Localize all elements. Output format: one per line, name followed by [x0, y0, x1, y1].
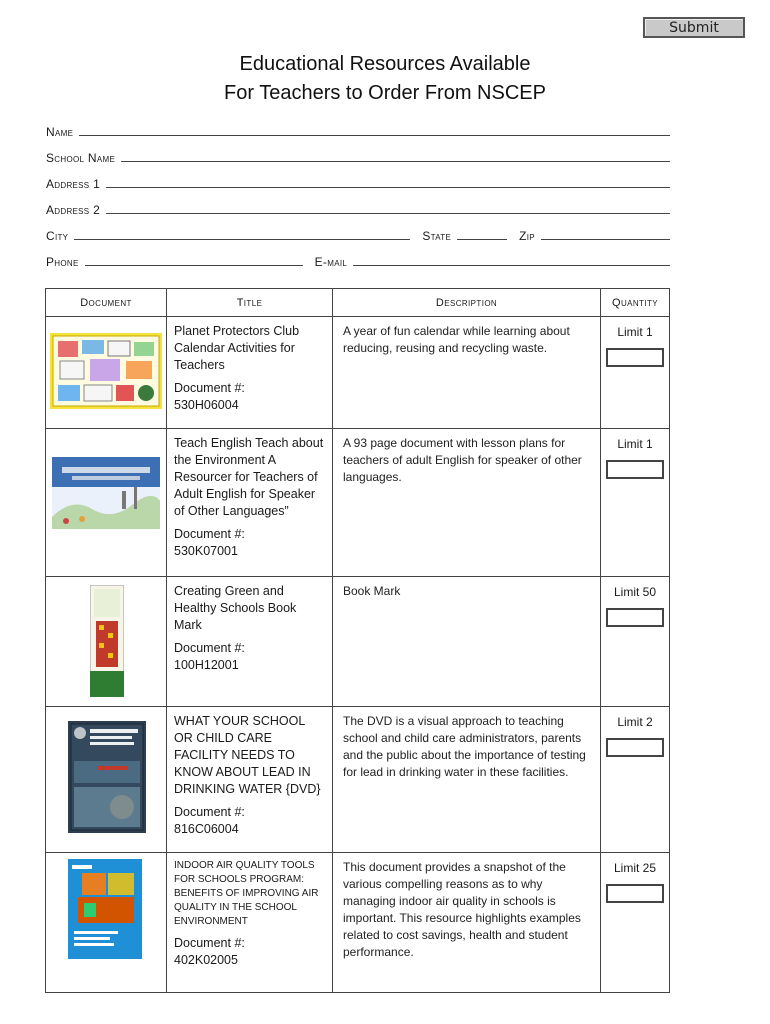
document-description: The DVD is a visual approach to teaching school and child care administrators, parents and the public about the importance of testing for lead in drinking water in these facilities. — [333, 707, 601, 853]
document-image-cell — [46, 317, 167, 429]
school-name-label: School Name — [46, 151, 116, 165]
table-header-row — [46, 289, 670, 317]
document-title-cell — [167, 317, 333, 429]
state-field[interactable] — [457, 239, 507, 240]
name-row — [46, 122, 670, 138]
quantity-input[interactable] — [606, 738, 664, 757]
name-label: Name — [46, 125, 74, 139]
table-row — [46, 429, 670, 577]
quantity-cell — [601, 853, 670, 993]
quantity-cell — [601, 577, 670, 707]
phone-field[interactable] — [85, 265, 303, 266]
document-title: INDOOR AIR QUALITY TOOLS FOR SCHOOLS PROGRAM: BENEFITS OF IMPROVING AIR QUALITY IN THE SCHOOL ENVIRONMENT — [174, 860, 319, 927]
address1-label: Address 1 — [46, 177, 101, 191]
document-image-cell — [46, 853, 167, 993]
header-quantity: Quantity — [601, 289, 670, 317]
quantity-limit: Limit 1 — [617, 437, 653, 451]
document-number-label: Document #: — [174, 936, 245, 950]
document-title: Planet Protectors Club Calendar Activities for Teachers — [174, 324, 300, 372]
document-image-cell — [46, 577, 167, 707]
document-title-cell — [167, 429, 333, 577]
phone-label: Phone — [46, 255, 79, 269]
city-field[interactable] — [74, 239, 410, 240]
document-number-label: Document #: — [174, 527, 245, 541]
document-number: 816C06004 — [174, 822, 239, 836]
document-number-label: Document #: — [174, 805, 245, 819]
document-number-label: Document #: — [174, 641, 245, 655]
table-row — [46, 853, 670, 993]
calendar-cover-image — [50, 333, 162, 409]
document-title-cell — [167, 577, 333, 707]
quantity-cell — [601, 317, 670, 429]
quantity-limit: Limit 1 — [617, 325, 653, 339]
school-name-row — [46, 148, 670, 164]
document-description: A year of fun calendar while learning about reducing, reusing and recycling waste. — [333, 317, 601, 429]
quantity-limit: Limit 50 — [613, 585, 657, 599]
page-title: Educational Resources Available — [239, 53, 531, 75]
email-field[interactable] — [353, 265, 670, 266]
city-row — [46, 226, 670, 242]
document-image-cell — [46, 707, 167, 853]
header-title: Title — [167, 289, 333, 317]
table-row — [46, 577, 670, 707]
document-title: Teach English Teach about the Environment A Resourcer for Teachers of Adult English for Speaker of Other Languages” — [174, 436, 324, 518]
table-row — [46, 317, 670, 429]
address2-label: Address 2 — [46, 203, 101, 217]
quantity-input[interactable] — [606, 884, 664, 903]
document-description: Book Mark — [333, 577, 601, 707]
quantity-input[interactable] — [606, 608, 664, 627]
quantity-cell — [601, 429, 670, 577]
document-description: A 93 page document with lesson plans for teachers of adult English for speaker of other languages. — [333, 429, 601, 577]
document-number: 530H06004 — [174, 398, 239, 412]
iaq-cover-image — [68, 859, 142, 959]
address2-field[interactable] — [106, 213, 670, 214]
school-name-field[interactable] — [121, 161, 670, 162]
document-title: Creating Green and Healthy Schools Book Mark — [174, 584, 297, 632]
name-field[interactable] — [79, 135, 670, 136]
header-document: Document — [46, 289, 167, 317]
document-description: This document provides a snapshot of the various compelling reasons as to why managing indoor air quality in schools is important. This resource highlights examples related to cost savings, health and student performance. — [333, 853, 601, 993]
quantity-input[interactable] — [606, 348, 664, 367]
quantity-input[interactable] — [606, 460, 664, 479]
document-number-label: Document #: — [174, 381, 245, 395]
address1-field[interactable] — [106, 187, 670, 188]
document-number: 402K02005 — [174, 953, 238, 967]
table-row — [46, 707, 670, 853]
zip-label: Zip — [519, 229, 535, 243]
address2-row — [46, 200, 670, 216]
document-image-cell — [46, 429, 167, 577]
header-description: Description — [333, 289, 601, 317]
state-label: State — [422, 229, 452, 243]
document-title-cell — [167, 707, 333, 853]
esl-cover-image — [52, 457, 160, 529]
submit-button[interactable]: Submit — [643, 17, 745, 38]
document-number: 100H12001 — [174, 658, 239, 672]
bookmark-image — [90, 585, 124, 697]
document-number: 530K07001 — [174, 544, 238, 558]
address1-row — [46, 174, 670, 190]
email-label: E-mail — [314, 255, 348, 269]
city-label: City — [46, 229, 69, 243]
zip-field[interactable] — [541, 239, 670, 240]
quantity-limit: Limit 25 — [613, 861, 657, 875]
quantity-cell — [601, 707, 670, 853]
quantity-limit: Limit 2 — [617, 715, 653, 729]
page-subtitle: For Teachers to Order From NSCEP — [224, 82, 546, 104]
document-title: WHAT YOUR SCHOOL OR CHILD CARE FACILITY NEEDS TO KNOW ABOUT LEAD IN DRINKING WATER {DVD} — [174, 714, 321, 796]
document-title-cell — [167, 853, 333, 993]
phone-row — [46, 252, 670, 268]
dvd-cover-image — [68, 721, 146, 833]
resources-table — [45, 288, 670, 993]
